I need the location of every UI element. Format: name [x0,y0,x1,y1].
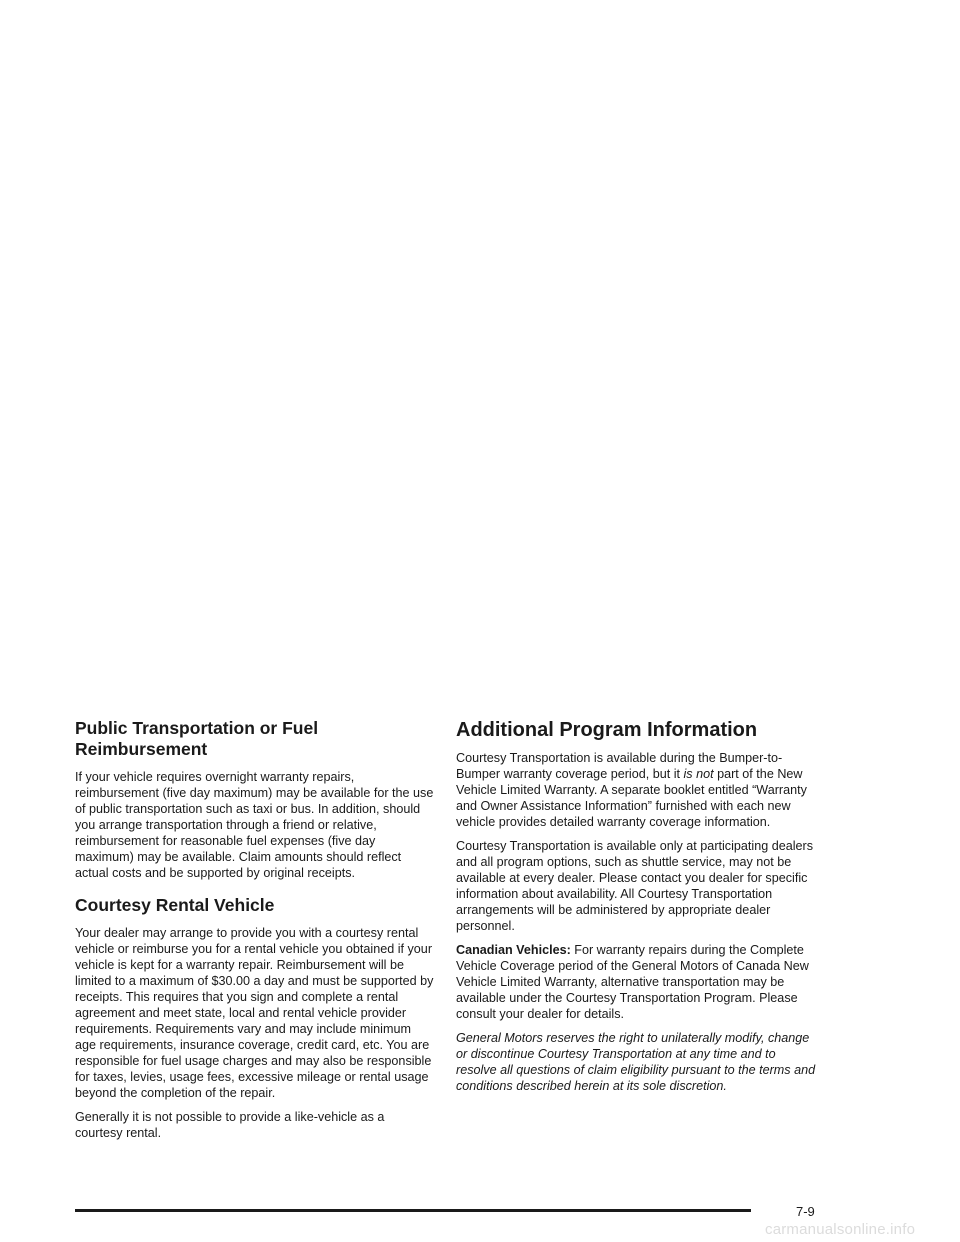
paragraph-public-transportation: If your vehicle requires overnight warranty repairs, reimbursement (five day maximum) may be available for the use of public transportation such as taxi or bus. In addition, should you arrange transportation through a friend or relative, reimbursement for reasonable fuel expenses (five day maximum) may be available. Claim amounts should reflect actual costs and be supported by original receipts. [75,770,434,880]
paragraph-like-vehicle: Generally it is not possible to provide a like-vehicle as a courtesy rental. [75,1110,385,1140]
paragraph-participating-dealers: Courtesy Transportation is available only at participating dealers and all program options, such as shuttle service, may not be available at every dealer. Please contact you dealer for specific information about availability. All Courtesy Transportation arrangements will be administered by appropriate dealer personnel. [456,839,814,933]
heading-additional-program: Additional Program Information [456,719,758,741]
watermark: carmanualsonline.info [765,1221,916,1238]
heading-public-transportation: Public Transportation or Fuel Reimbursement [75,718,319,759]
paragraph-canadian-vehicles [456,942,818,1022]
paragraph-courtesy-rental: Your dealer may arrange to provide you with a courtesy rental vehicle or reimburse you for a rental vehicle you obtained if your vehicle is kept for a warranty repair. Reimbursement will be limited to a maximum of $30.00 a day and must be supported by receipts. This requires that you sign and complete a rental agreement and meet state, local and rental vehicle provider requirements. Requirements vary and may include minimum age requirements, insurance coverage, credit card, etc. You are responsible for fuel usage charges and may also be responsible for taxes, levies, usage fees, excessive mileage or rental usage beyond the completion of the repair. [75,926,434,1100]
paragraph-availability [456,750,818,830]
right-column [456,718,818,1102]
canadian-vehicles-label: Canadian Vehicles: [456,943,571,957]
availability-text-b: part of the New Vehicle Limited Warranty. A separate booklet entitled “Warranty and Owner Assistance Information” furnished with each new vehicle provides detailed warranty coverage information. [456,767,807,829]
heading-courtesy-rental: Courtesy Rental Vehicle [75,895,275,915]
canadian-vehicles-text: For warranty repairs during the Complete Vehicle Coverage period of the General Motors of Canada New Vehicle Limited Warranty, alternative transportation may be available under the Courtesy Transportation Program. Please consult your dealer for details. [456,943,809,1021]
availability-text-a: Courtesy Transportation is available during the Bumper-to-Bumper warranty coverage period, but it [456,751,783,781]
availability-emphasis: is not [683,767,714,781]
footer-rule [75,1209,751,1212]
left-column [75,718,435,1149]
paragraph-gm-reserves: General Motors reserves the right to unilaterally modify, change or discontinue Courtesy Transportation at any time and to resolve all questions of claim eligibility pursuant to the terms and conditions described herein at its sole discretion. [456,1031,816,1093]
page-number: 7-9 [796,1204,815,1219]
